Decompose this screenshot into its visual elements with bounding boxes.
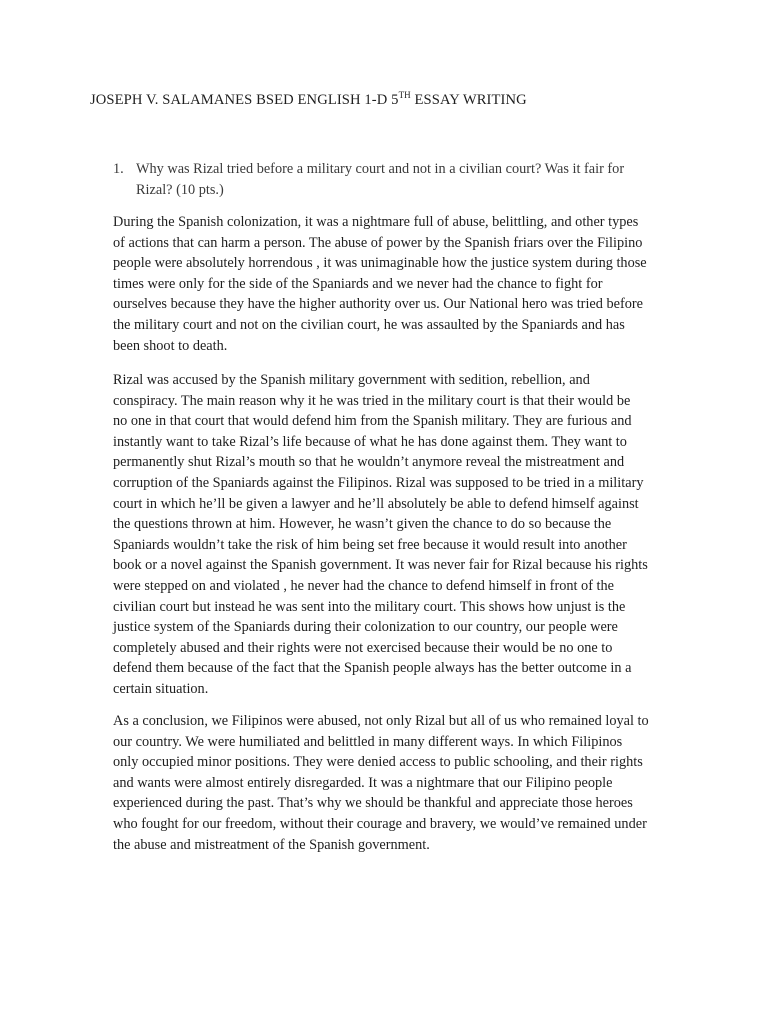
paragraph-line: no one in that court that would defend him from the Spanish military. They are furious and — [113, 413, 632, 430]
paragraph-line: instantly want to take Rizal’s life because of what he has done against them. They want to — [113, 433, 627, 450]
paragraph-line: who fought for our freedom, without their courage and bravery, we would’ve remained under — [113, 815, 647, 832]
question-number: 1. — [113, 161, 124, 177]
paragraph-line: and wants were almost entirely disregarded. It was a nightmare that our Filipino people — [113, 774, 613, 791]
paragraph-line: certain situation. — [113, 680, 209, 697]
paragraph-line: corruption of the Spaniards against the Filipinos. Rizal was supposed to be tried in a military — [113, 474, 644, 491]
paragraph-3 — [113, 711, 703, 855]
question-text — [113, 159, 685, 200]
paragraph-line: the military court and not on the civilian court, he was assaulted by the Spaniards and has — [113, 316, 625, 333]
paragraph-line: the questions thrown at him. However, he wasn’t given the chance to do so because the — [113, 516, 612, 533]
paragraph-line: been shoot to death. — [113, 337, 228, 354]
question-line: Rizal? (10 pts.) — [136, 181, 224, 198]
question-line: Why was Rizal tried before a military court and not in a civilian court? Was it fair for — [136, 161, 625, 177]
header-text: JOSEPH V. SALAMANES BSED ENGLISH 1-D 5 — [90, 92, 399, 108]
paragraph-line: Spaniards wouldn’t take the risk of him being set free because it would result into another — [113, 536, 627, 553]
paragraph-line: were stepped on and violated , he never had the chance to defend himself in front of the — [113, 577, 614, 594]
paragraph-line: only occupied minor positions. They were denied access to public schooling, and their rights — [113, 754, 643, 771]
paragraph-line: justice system of the Spaniards during their colonization to our country, our people were — [113, 619, 618, 636]
paragraph-line: ourselves because they have the higher authority over us. Our National hero was tried before — [113, 296, 643, 313]
paragraph-line: completely abused and their rights were not exercised because their would be no one to — [113, 639, 613, 656]
paragraph-line: Rizal was accused by the Spanish military government with sedition, rebellion, and — [113, 372, 590, 388]
paragraph-line: people were absolutely horrendous , it was unimaginable how the justice system during those — [113, 255, 647, 272]
paragraph-line: times were only for the side of the Spaniards and we never had the chance to fight for — [113, 275, 603, 292]
paragraph-line: of actions that can harm a person. The abuse of power by the Spanish friars over the Filipino — [113, 234, 643, 251]
paragraph-1 — [113, 212, 703, 356]
paragraph-line: our country. We were humiliated and belittled in many different ways. In which Filipinos — [113, 733, 623, 750]
paragraph-line: permanently shut Rizal’s mouth so that he wouldn’t anymore reveal the mistreatment and — [113, 454, 625, 471]
paragraph-line: the abuse and mistreatment of the Spanish government. — [113, 836, 430, 853]
paragraph-line: defend them because of the fact that the Spanish people always has the better outcome in a — [113, 660, 632, 677]
paragraph-line: book or a novel against the Spanish government. It was never fair for Rizal because his rights — [113, 557, 648, 574]
paragraph-line: experienced during the past. That’s why we should be thankful and appreciate those heroes — [113, 795, 633, 812]
document-header — [90, 92, 527, 109]
question-1 — [113, 159, 685, 200]
paragraph-line: court in which he’ll be given a lawyer and he’ll absolutely be able to defend himself against — [113, 495, 639, 512]
paragraph-line: conspiracy. The main reason why it he was tried in the military court is that their would be — [113, 392, 631, 409]
paragraph-line: During the Spanish colonization, it was a nightmare full of abuse, belittling, and other types — [113, 214, 639, 230]
paragraph-line: civilian court but instead he was sent into the military court. This shows how unjust is the — [113, 598, 626, 615]
paragraph-2 — [113, 370, 703, 700]
header-title: ESSAY WRITING — [410, 92, 527, 108]
paragraph-line: As a conclusion, we Filipinos were abused, not only Rizal but all of us who remained loyal to — [113, 713, 649, 729]
header-superscript: TH — [398, 90, 411, 100]
